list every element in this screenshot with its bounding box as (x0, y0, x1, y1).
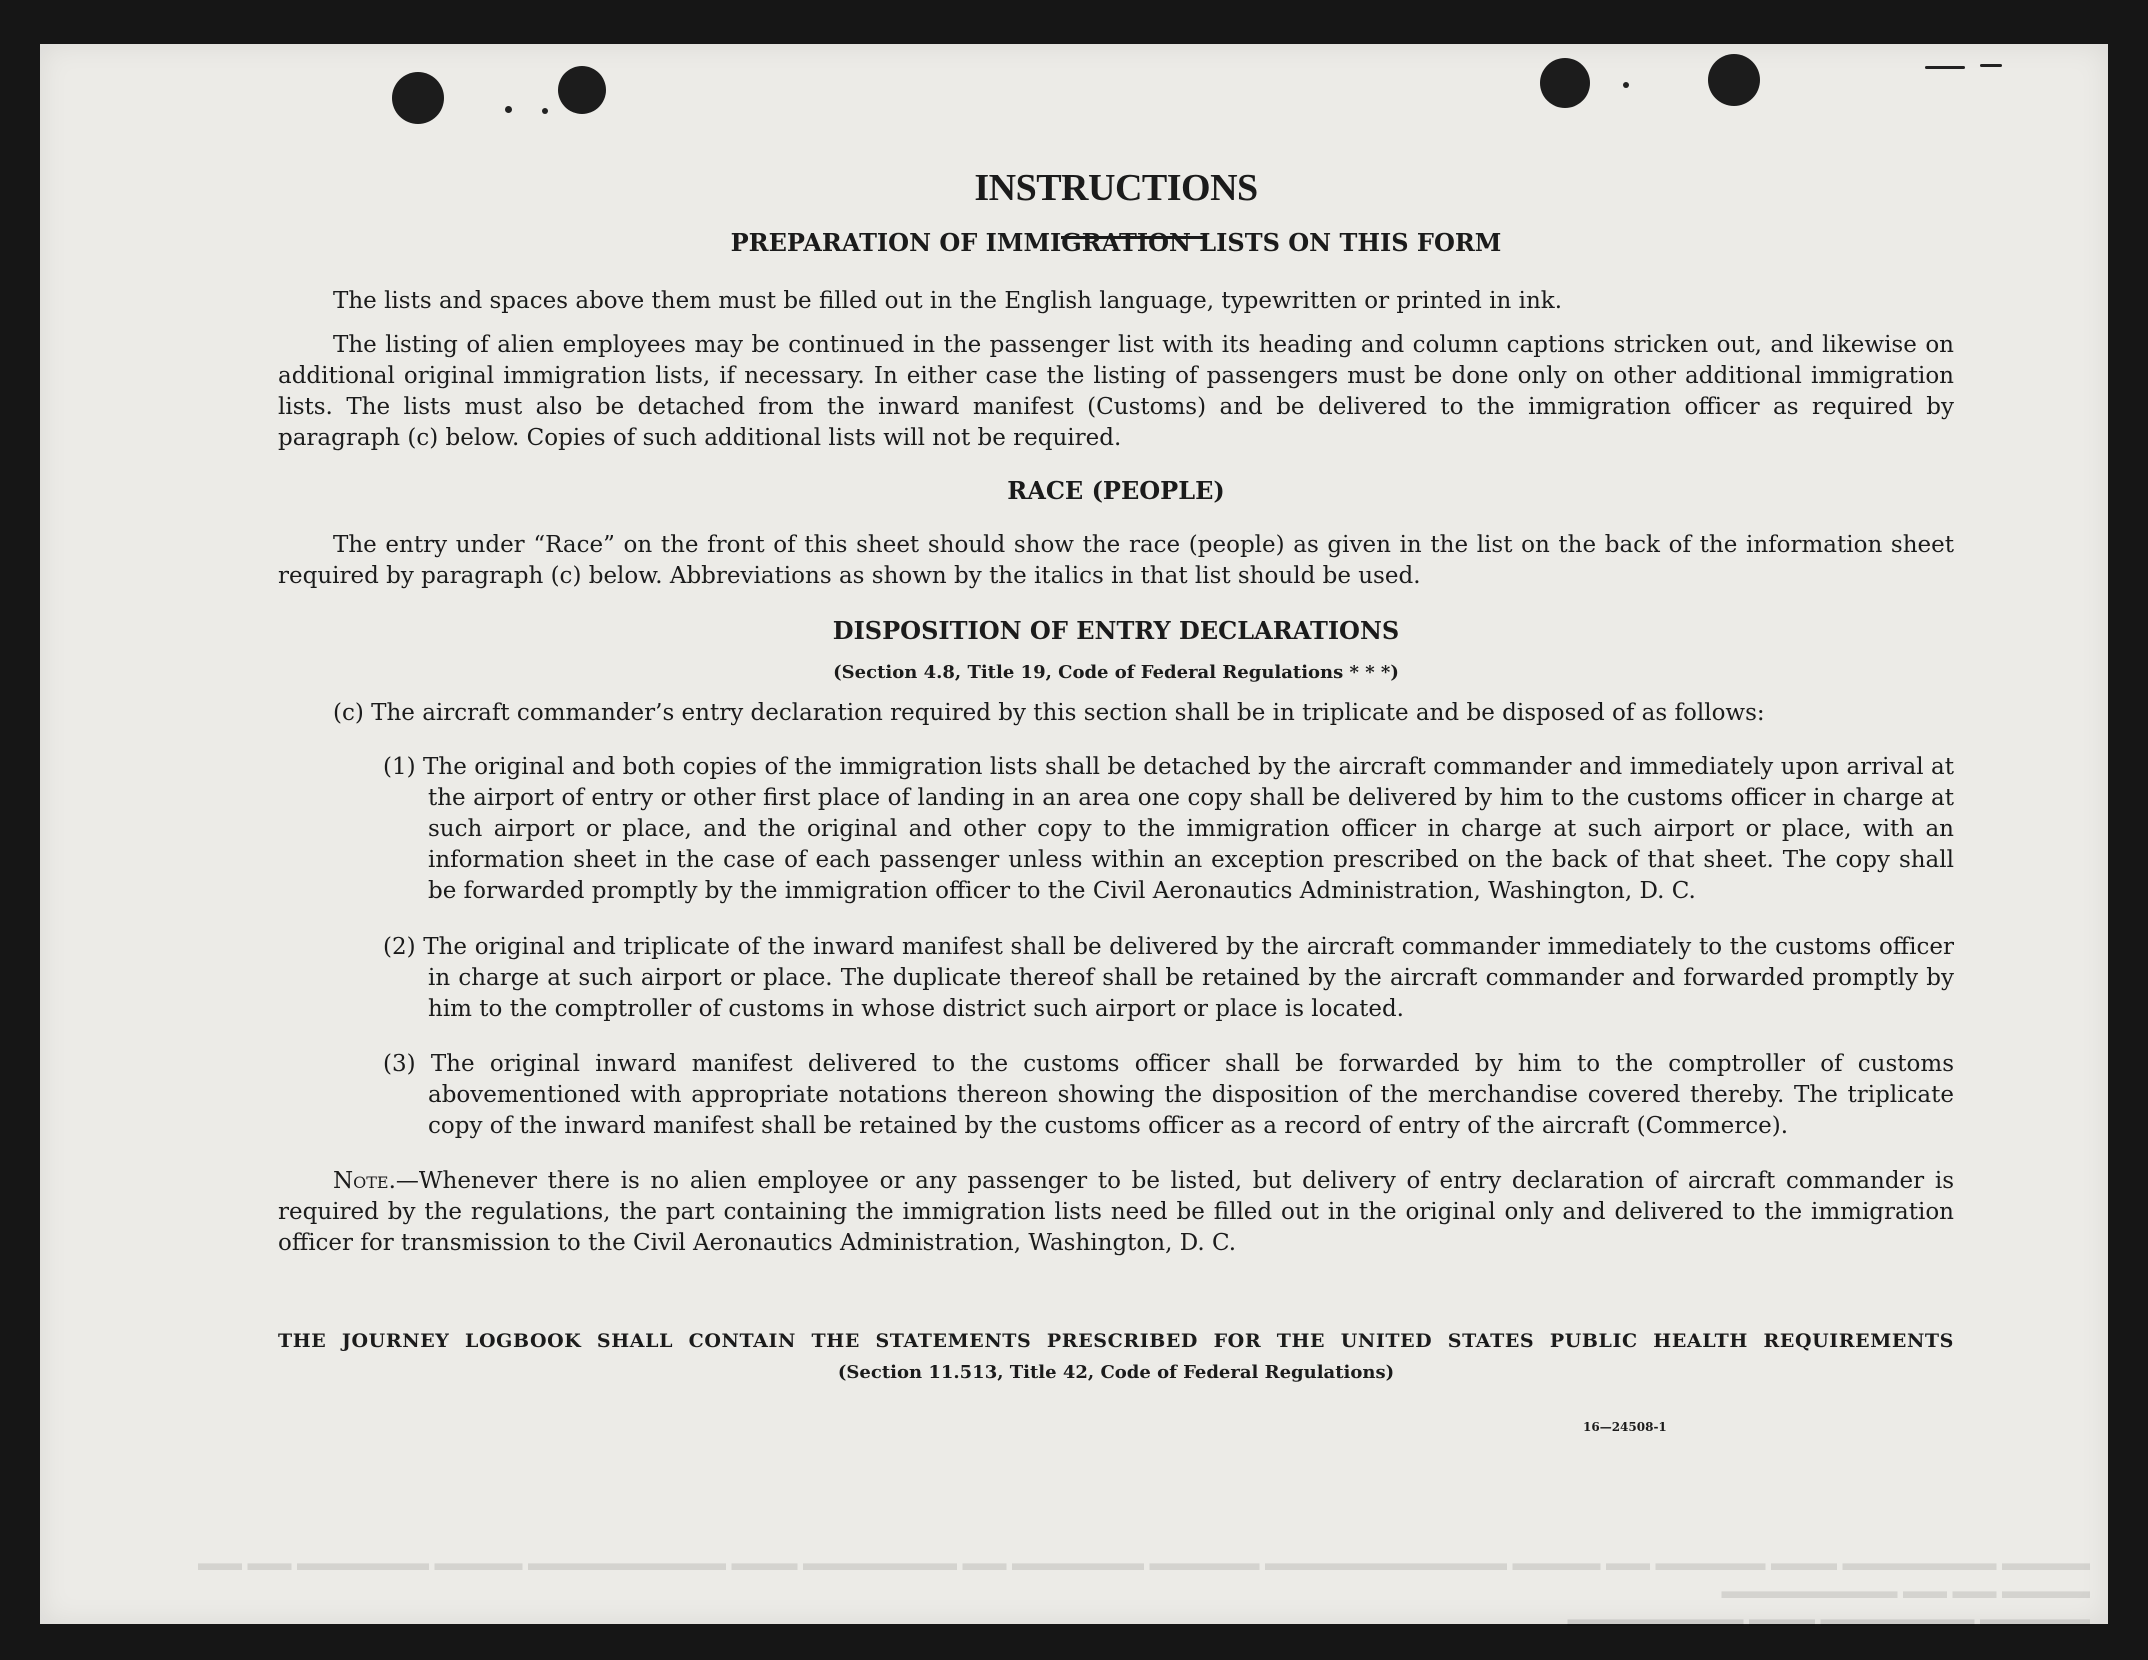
paragraph-race-entry: The entry under “Race” on the front of this sheet should show the race (people) as given in the list on the back of the information sheet required by paragraph (c) below. Abbreviations as shown by the italics in that list should be used. (278, 532, 1954, 589)
citation-title-42: (Section 11.513, Title 42, Code of Federal Regulations) (837, 1362, 1395, 1383)
punch-hole-icon (1540, 58, 1590, 108)
heading-preparation: PREPARATION OF IMMIGRATION LISTS ON THIS FORM (730, 228, 1502, 257)
paper-sheet (40, 44, 2108, 1631)
list-item: (3) The original inward manifest delivered to the customs officer shall be forwarded by him to the comptroller of customs abovementioned with appropriate notations thereon showing the disposition of the merchandise covered thereby. The triplicate copy of the inward manifest shall be retained by the customs officer as a record of entry of the aircraft (Commerce). (383, 1051, 1954, 1139)
paragraph-entry-declaration: (c) The aircraft commander’s entry declaration required by this section shall be in triplicate and be disposed of as follows: (333, 700, 1765, 726)
speck-icon (542, 108, 548, 114)
note-lead: Note. (333, 1168, 396, 1194)
logbook-statement: THE JOURNEY LOGBOOK SHALL CONTAIN THE STATEMENTS PRESCRIBED FOR THE UNITED STATES PUBLIC HEALTH REQUIREMENTS (278, 1330, 1954, 1352)
list-item: (1) The original and both copies of the immigration lists shall be detached by the aircraft commander and immediately upon arrival at the airport of entry or other first place of landing in an area one copy shall be delivered by him to the customs officer in charge at such airport or place, and the original and other copy to the immigration officer in charge at such airport or place, with an information sheet in the case of each passenger unless within an exception prescribed on the back of that sheet. The copy shall be forwarded promptly by the immigration officer to the Civil Aeronautics Administration, Washington, D. C. (383, 754, 1954, 904)
paragraph-alien-employees: The listing of alien employees may be continued in the passenger list with its heading and column captions stricken out, and likewise on additional original immigration lists, if necessary. In either case the listing of passengers must be done only on other additional immigration lists. The lists must also be detached from the inward manifest (Customs) and be delivered to the immigration officer as required by paragraph (c) below. Copies of such additional lists will not be required. (278, 332, 1954, 451)
paragraph-lists-language: The lists and spaces above them must be filled out in the English language, typewritten or printed in ink. (333, 288, 1563, 314)
citation-title-19: (Section 4.8, Title 19, Code of Federal Regulations * * *) (833, 662, 1399, 683)
heading-race: RACE (PEOPLE) (1007, 476, 1225, 505)
list-item: (2) The original and triplicate of the inward manifest shall be delivered by the aircraft commander immediately to the customs officer in charge at such airport or place. The duplicate thereof shall be retained by the aircraft commander and forwarded promptly by him to the comptroller of customs in whose district such airport or place is located. (383, 934, 1954, 1022)
speck-icon (505, 106, 512, 113)
form-number: 16—24508-1 (1583, 1420, 1667, 1434)
paragraph-note (278, 1166, 1954, 1259)
page-title: INSTRUCTIONS (974, 167, 1258, 209)
heading-disposition: DISPOSITION OF ENTRY DECLARATIONS (832, 616, 1400, 645)
speck-icon (1980, 64, 2002, 67)
note-text: —Whenever there is no alien employee or any passenger to be listed, but delivery of entry declaration of aircraft commander is required by the regulations, the part containing the immigration lists need be filled out in the original only and delivered to the immigration officer for transmission to the Civil Aeronautics Administration, Washington, D. C. (278, 1168, 1954, 1256)
punch-hole-icon (392, 72, 444, 124)
bleed-through-text: ▬▬▬▬ ▬▬▬▬▬▬▬ ▬▬▬ ▬▬▬▬▬ ▬▬ ▬▬▬▬ ▬▬▬▬▬▬▬▬▬▬▬ ▬▬▬▬▬ ▬▬▬▬▬▬ ▬▬ ▬▬▬▬▬▬▬ ▬▬▬ ▬▬▬▬▬▬▬▬▬ ▬▬▬▬ ▬▬▬▬▬▬ ▬▬ ▬▬ ▬▬▬▬ ▬▬ ▬▬ ▬▬▬▬▬▬▬▬ ▬▬▬▬▬ ▬▬▬▬▬▬▬ ▬▬▬ ▬▬▬▬▬▬▬▬ (198, 1550, 2090, 1631)
speck-icon (1623, 82, 1629, 88)
speck-icon (1925, 66, 1965, 69)
punch-hole-icon (1708, 54, 1760, 106)
punch-hole-icon (558, 66, 606, 114)
